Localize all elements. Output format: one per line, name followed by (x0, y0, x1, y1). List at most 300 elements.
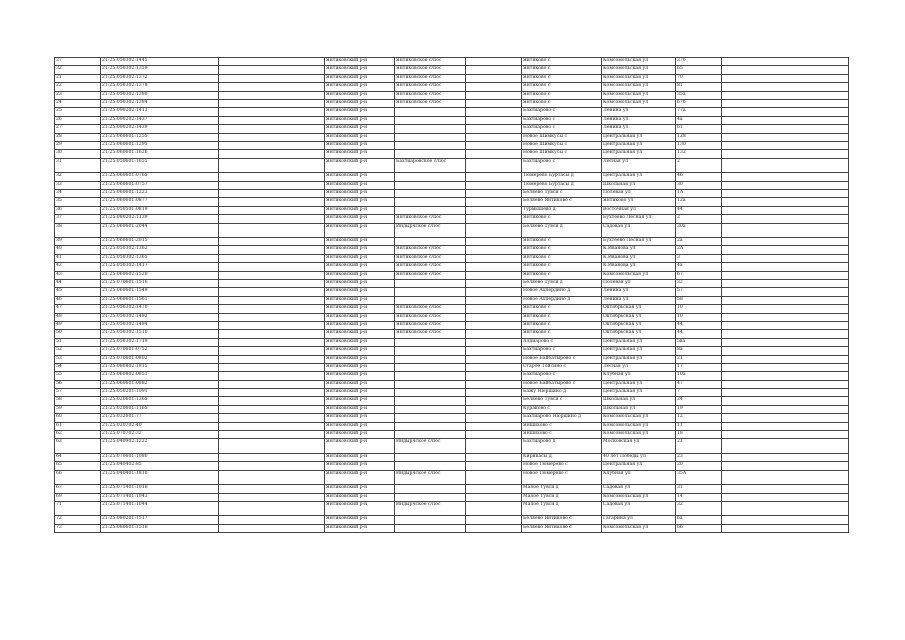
empty-cell (219, 99, 325, 107)
table-row (55, 347, 849, 355)
house-number-cell: 6а (676, 516, 722, 524)
cadastral-number-cell: 21:25:080201:1517 (101, 516, 219, 524)
empty-cell (722, 254, 849, 262)
settlement-cell (395, 141, 466, 149)
house-number-cell: 10 (676, 313, 722, 321)
settlement-cell: Янтиковское с/пос (395, 246, 466, 254)
cadastral-number-cell: 21:25:040902:1222 (101, 439, 219, 454)
house-number-cell: 130 (676, 141, 722, 149)
empty-cell (722, 493, 849, 501)
empty-cell (466, 238, 522, 246)
cadastral-number-cell: 21:25:050302:1372 (101, 74, 219, 82)
row-number-cell: 58 (55, 397, 101, 405)
locality-cell: Янтиково с (522, 215, 602, 223)
settlement-cell (395, 198, 466, 206)
district-cell: Янтиковский р-н (325, 254, 395, 262)
empty-cell (219, 470, 325, 485)
empty-cell (219, 215, 325, 223)
empty-cell (722, 58, 849, 66)
empty-cell (466, 313, 522, 321)
empty-cell (219, 389, 325, 397)
cadastral-number-cell: 21:25:050302:1362 (101, 246, 219, 254)
empty-cell (466, 296, 522, 304)
district-cell: Янтиковский р-н (325, 439, 395, 454)
table-row (55, 206, 849, 214)
district-cell: Янтиковский р-н (325, 485, 395, 493)
empty-cell (722, 108, 849, 116)
district-cell: Янтиковский р-н (325, 380, 395, 388)
cadastral-number-cell: 21:25:080601:1516 (101, 524, 219, 532)
row-number-cell: 48 (55, 313, 101, 321)
street-cell: Ленина ул (602, 108, 676, 116)
table-row (55, 422, 849, 430)
locality-cell: Новое Шимкусы с (522, 141, 602, 149)
empty-cell (722, 422, 849, 430)
settlement-cell: Янтиковское с/пос (395, 215, 466, 223)
table-row (55, 74, 849, 82)
settlement-cell: Янтиковское с/пос (395, 58, 466, 66)
row-number-cell: 65 (55, 462, 101, 470)
table-row (55, 363, 849, 371)
locality-cell: Бахтиарово с (522, 116, 602, 124)
row-number-cell: 34 (55, 189, 101, 197)
district-cell: Янтиковский р-н (325, 74, 395, 82)
settlement-cell: Индырчское с/пос (395, 223, 466, 238)
district-cell: Янтиковский р-н (325, 493, 395, 501)
house-number-cell: 4а (676, 116, 722, 124)
table-row (55, 313, 849, 321)
locality-cell: Янтиково с (522, 66, 602, 74)
locality-cell: Новое Тюмерево с (522, 470, 602, 485)
row-number-cell: 53 (55, 355, 101, 363)
cadastral-number-cell: 21:25:050302:1378 (101, 83, 219, 91)
district-cell: Янтиковский р-н (325, 313, 395, 321)
empty-cell (722, 462, 849, 470)
settlement-cell (395, 108, 466, 116)
locality-cell: Янтиково с (522, 58, 602, 66)
empty-cell (219, 198, 325, 206)
empty-cell (466, 74, 522, 82)
cadastral-number-cell: 21:25:050302:1484 (101, 321, 219, 329)
empty-cell (219, 321, 325, 329)
cadastral-number-cell: 21:25:032601:77 (101, 414, 219, 422)
cadastral-number-cell: 21:25:060602:1520 (101, 271, 219, 279)
locality-cell: Кураково с (522, 405, 602, 413)
empty-cell (722, 66, 849, 74)
empty-cell (219, 330, 325, 338)
empty-cell (219, 125, 325, 133)
document-sheet (54, 57, 848, 533)
empty-cell (722, 439, 849, 454)
empty-cell (219, 271, 325, 279)
row-number-cell: 71 (55, 501, 101, 516)
empty-cell (722, 288, 849, 296)
empty-cell (219, 501, 325, 516)
house-number-cell: 12а (676, 198, 722, 206)
settlement-cell (395, 133, 466, 141)
house-number-cell: 5ва (676, 338, 722, 346)
district-cell: Янтиковский р-н (325, 116, 395, 124)
row-number-cell: 47 (55, 305, 101, 313)
locality-cell: Алдиарово с (522, 338, 602, 346)
street-cell: Школьная ул (602, 397, 676, 405)
street-cell: Бухтеево Лесная ул (602, 238, 676, 246)
street-cell: Клубная ул (602, 372, 676, 380)
street-cell: Комсомольская ул (602, 431, 676, 439)
empty-cell (466, 422, 522, 430)
locality-cell: Бахтиарово Нюршино д (522, 414, 602, 422)
row-number-cell: 33 (55, 181, 101, 189)
cadastral-number-cell: 21:25:020601:1165 (101, 405, 219, 413)
cadastral-number-cell: 21:25:070601:1516 (101, 279, 219, 287)
empty-cell (722, 347, 849, 355)
street-cell: Ленина ул (602, 116, 676, 124)
house-number-cell: 21 (676, 439, 722, 454)
cadastral-number-cell: 21:25:050302:1470 (101, 305, 219, 313)
row-number-cell: 62 (55, 431, 101, 439)
row-number-cell: 31 (55, 158, 101, 173)
settlement-cell (395, 405, 466, 413)
cadastral-number-cell: 21:25:050302:1719 (101, 338, 219, 346)
house-number-cell: 32 (676, 279, 722, 287)
street-cell: К.Иванова ул (602, 263, 676, 271)
row-number-cell: 28 (55, 133, 101, 141)
empty-cell (466, 431, 522, 439)
street-cell: Ленина ул (602, 288, 676, 296)
table-row (55, 279, 849, 287)
settlement-cell: Янтиковское с/пос (395, 254, 466, 262)
empty-cell (722, 141, 849, 149)
empty-cell (219, 66, 325, 74)
house-number-cell: 35а (676, 91, 722, 99)
empty-cell (722, 321, 849, 329)
district-cell: Янтиковский р-н (325, 99, 395, 107)
street-cell: Октябрьская ул (602, 330, 676, 338)
settlement-cell: Янтиковское с/пос (395, 66, 466, 74)
settlement-cell (395, 414, 466, 422)
empty-cell (219, 355, 325, 363)
empty-cell (466, 58, 522, 66)
empty-cell (466, 485, 522, 493)
row-number-cell: 40 (55, 246, 101, 254)
district-cell: Янтиковский р-н (325, 405, 395, 413)
table-row (55, 485, 849, 493)
table-row (55, 158, 849, 173)
empty-cell (466, 288, 522, 296)
district-cell: Янтиковский р-н (325, 133, 395, 141)
house-number-cell: 10а (676, 372, 722, 380)
table-row (55, 91, 849, 99)
street-cell: Садовая ул (602, 223, 676, 238)
house-number-cell: 37б (676, 58, 722, 66)
empty-cell (722, 279, 849, 287)
district-cell: Янтиковский р-н (325, 215, 395, 223)
empty-cell (722, 91, 849, 99)
locality-cell: Янтиково с (522, 238, 602, 246)
house-number-cell: 77а (676, 108, 722, 116)
cadastral-number-cell: 21:25:050601:1655 (101, 158, 219, 173)
row-number-cell: 50 (55, 330, 101, 338)
locality-cell: Малое Тувси д (522, 501, 602, 516)
empty-cell (219, 238, 325, 246)
locality-cell: Бахтиарово с (522, 125, 602, 133)
empty-cell (466, 116, 522, 124)
locality-cell: Янтиково с (522, 263, 602, 271)
cadastral-number-cell: 21:25:071401:1043 (101, 493, 219, 501)
empty-cell (466, 462, 522, 470)
locality-cell: Старое Тойсино с (522, 363, 602, 371)
table-row (55, 372, 849, 380)
street-cell: Комсомольская ул (602, 66, 676, 74)
district-cell: Янтиковский р-н (325, 470, 395, 485)
district-cell: Янтиковский р-н (325, 189, 395, 197)
table-row (55, 524, 849, 532)
cadastral-number-cell: 21:25:050302:1482 (101, 313, 219, 321)
house-number-cell: 2 (676, 215, 722, 223)
locality-cell: Янтиково с (522, 313, 602, 321)
district-cell: Янтиковский р-н (325, 422, 395, 430)
row-number-cell: 27 (55, 125, 101, 133)
table-row (55, 338, 849, 346)
empty-cell (722, 215, 849, 223)
district-cell: Янтиковский р-н (325, 355, 395, 363)
empty-cell (219, 485, 325, 493)
cadastral-number-cell: 21:25:070601:0802 (101, 355, 219, 363)
house-number-cell: 1А (676, 189, 722, 197)
settlement-cell (395, 397, 466, 405)
locality-cell: Беляево Янтиково с (522, 516, 602, 524)
table-row (55, 271, 849, 279)
table-row (55, 254, 849, 262)
empty-cell (219, 58, 325, 66)
house-number-cell: 7 (676, 389, 722, 397)
locality-cell: Янтиково с (522, 246, 602, 254)
empty-cell (466, 338, 522, 346)
empty-cell (466, 355, 522, 363)
empty-cell (466, 271, 522, 279)
settlement-cell (395, 524, 466, 532)
locality-cell: Янтиково с (522, 330, 602, 338)
row-number-cell: 35 (55, 198, 101, 206)
empty-cell (219, 462, 325, 470)
street-cell: Ленина ул (602, 296, 676, 304)
empty-cell (219, 296, 325, 304)
table-row (55, 150, 849, 158)
street-cell: Центральная ул (602, 380, 676, 388)
empty-cell (722, 74, 849, 82)
empty-cell (219, 158, 325, 173)
empty-cell (722, 116, 849, 124)
settlement-cell: Индырчское с/пос (395, 501, 466, 516)
locality-cell: Беляево Тувси с (522, 397, 602, 405)
district-cell: Янтиковский р-н (325, 223, 395, 238)
table-row (55, 66, 849, 74)
empty-cell (219, 453, 325, 461)
row-number-cell: 67 (55, 485, 101, 493)
empty-cell (219, 254, 325, 262)
table-row (55, 462, 849, 470)
settlement-cell (395, 355, 466, 363)
empty-cell (466, 330, 522, 338)
house-number-cell: 65 (676, 66, 722, 74)
empty-cell (219, 74, 325, 82)
row-number-cell: 66 (55, 470, 101, 485)
settlement-cell (395, 493, 466, 501)
table-row (55, 246, 849, 254)
empty-cell (219, 422, 325, 430)
district-cell: Янтиковский р-н (325, 321, 395, 329)
row-number-cell: 41 (55, 254, 101, 262)
street-cell: Лесная ул (602, 363, 676, 371)
table-row (55, 321, 849, 329)
street-cell: Комсомольская ул (602, 271, 676, 279)
empty-cell (466, 372, 522, 380)
row-number-cell: 60 (55, 414, 101, 422)
empty-cell (466, 363, 522, 371)
settlement-cell (395, 389, 466, 397)
row-number-cell: 37 (55, 58, 101, 66)
cadastral-number-cell: 21:25:060601:1223 (101, 189, 219, 197)
row-number-cell: 69 (55, 493, 101, 501)
row-number-cell: 32 (55, 66, 101, 74)
empty-cell (219, 133, 325, 141)
house-number-cell: 61 (676, 125, 722, 133)
district-cell: Янтиковский р-н (325, 462, 395, 470)
house-number-cell: 20 (676, 462, 722, 470)
empty-cell (722, 397, 849, 405)
cadastral-number-cell: 21:25:050302:1365 (101, 254, 219, 262)
empty-cell (219, 414, 325, 422)
cadastral-number-cell: 21:25:060601:0877 (101, 198, 219, 206)
row-number-cell: 72 (55, 516, 101, 524)
empty-cell (466, 524, 522, 532)
table-row (55, 238, 849, 246)
empty-cell (722, 501, 849, 516)
settlement-cell: Янтиковское с/пос (395, 321, 466, 329)
settlement-cell (395, 453, 466, 461)
empty-cell (722, 363, 849, 371)
settlement-cell (395, 347, 466, 355)
settlement-cell (395, 125, 466, 133)
house-number-cell: 19 (676, 405, 722, 413)
settlement-cell (395, 338, 466, 346)
cadastral-number-cell: 21:25:040401:1810 (101, 470, 219, 485)
settlement-cell (395, 485, 466, 493)
empty-cell (466, 91, 522, 99)
district-cell: Янтиковский р-н (325, 91, 395, 99)
cadastral-number-cell: 21:25:050302:1445 (101, 58, 219, 66)
empty-cell (722, 189, 849, 197)
district-cell: Янтиковский р-н (325, 58, 395, 66)
district-cell: Янтиковский р-н (325, 453, 395, 461)
locality-cell: Яншихово с (522, 431, 602, 439)
empty-cell (722, 389, 849, 397)
row-number-cell: 38 (55, 223, 101, 238)
empty-cell (722, 355, 849, 363)
house-number-cell: 46 (676, 173, 722, 181)
row-number-cell: 59 (55, 405, 101, 413)
data-table (54, 57, 849, 533)
house-number-cell: 3 (676, 254, 722, 262)
cadastral-number-cell: 21:25:050302:1359 (101, 66, 219, 74)
cadastral-number-cell: 21:25:080802:1815 (101, 363, 219, 371)
cadastral-number-cell: 21:25:020702:40 (101, 422, 219, 430)
house-number-cell: 2 (676, 158, 722, 173)
house-number-cell: 44 (676, 206, 722, 214)
empty-cell (219, 524, 325, 532)
locality-cell: Новое Байбатырово с (522, 355, 602, 363)
empty-cell (722, 380, 849, 388)
locality-cell: Беляево Тувси д (522, 279, 602, 287)
empty-cell (722, 173, 849, 181)
district-cell: Янтиковский р-н (325, 238, 395, 246)
table-row (55, 173, 849, 181)
house-number-cell: 17 (676, 363, 722, 371)
district-cell: Янтиковский р-н (325, 363, 395, 371)
house-number-cell: 81 (676, 83, 722, 91)
street-cell: Садовая ул (602, 501, 676, 516)
street-cell: Лесная ул (602, 158, 676, 173)
street-cell: Центральная ул (602, 150, 676, 158)
cadastral-number-cell: 21:25:090202:1413 (101, 108, 219, 116)
table-row (55, 189, 849, 197)
street-cell: Центральная ул (602, 173, 676, 181)
house-number-cell: 32 (676, 501, 722, 516)
table-row (55, 305, 849, 313)
empty-cell (466, 321, 522, 329)
locality-cell: Малое Тувси д (522, 493, 602, 501)
house-number-cell: 23 (676, 453, 722, 461)
locality-cell: Янтиково с (522, 74, 602, 82)
empty-cell (219, 223, 325, 238)
table-row (55, 198, 849, 206)
settlement-cell: Янтиковское с/пос (395, 313, 466, 321)
empty-cell (466, 263, 522, 271)
empty-cell (722, 516, 849, 524)
table-row (55, 181, 849, 189)
house-number-cell: 8а (676, 347, 722, 355)
empty-cell (466, 470, 522, 485)
row-number-cell: 22 (55, 83, 101, 91)
table-row (55, 470, 849, 485)
empty-cell (219, 372, 325, 380)
empty-cell (466, 108, 522, 116)
table-row (55, 108, 849, 116)
district-cell: Янтиковский р-н (325, 288, 395, 296)
settlement-cell (395, 422, 466, 430)
table-row (55, 414, 849, 422)
house-number-cell: 2а (676, 238, 722, 246)
empty-cell (466, 453, 522, 461)
empty-cell (219, 431, 325, 439)
district-cell: Янтиковский р-н (325, 372, 395, 380)
row-number-cell: 63 (55, 439, 101, 454)
empty-cell (722, 181, 849, 189)
cadastral-number-cell: 21:25:090202:1437 (101, 116, 219, 124)
row-number-cell: 55 (55, 372, 101, 380)
empty-cell (219, 397, 325, 405)
settlement-cell (395, 462, 466, 470)
street-cell: Школьная ул (602, 181, 676, 189)
locality-cell: Бажу Нюршино д (522, 389, 602, 397)
table-row (55, 493, 849, 501)
empty-cell (722, 133, 849, 141)
locality-cell: Янтиково с (522, 83, 602, 91)
empty-cell (219, 279, 325, 287)
street-cell: Центральная ул (602, 355, 676, 363)
empty-cell (722, 263, 849, 271)
table-row (55, 83, 849, 91)
